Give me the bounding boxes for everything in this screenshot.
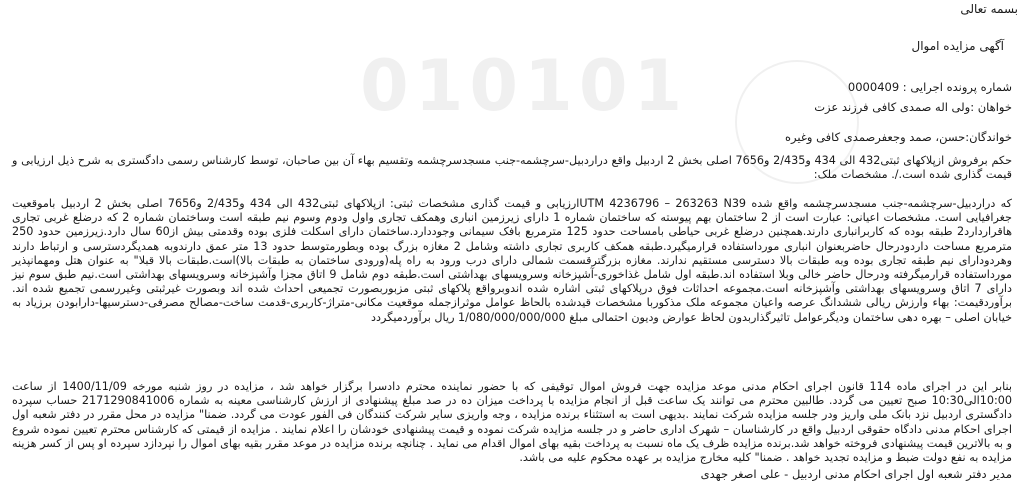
defendants: خواندگان:حسن، صمد وجعفرصمدی کافی وغیره	[785, 130, 1012, 144]
notice-title: آگهی مزایده اموال	[911, 39, 1004, 53]
header-basmala: بسمه تعالی	[960, 2, 1018, 16]
signature: مدیر دفتر شعبه اول اجرای احکام مدنی اردبیل - علی اصغر جهدی	[700, 467, 1012, 481]
plaintiff: خواهان :ولی اله صمدی کافی فرزند عزت	[814, 100, 1012, 114]
watermark: 010101	[360, 45, 689, 127]
auction-conditions: بنابر این در اجرای ماده 114 قانون اجرای احکام مدنی موعد مزایده جهت فروش اموال توقیفی که با حضور نماینده محترم دادسرا برگزار خواهد شد ، مزایده در روز شنبه مورخه 1400/11/09 از ساعت 10:00الی10:30 صبح تعیین می گردد. طالبین محترم می توانند یک ساعت قبل از انجام مزایده با پرداخت میزان ده در صد مبلغ پیشنهادی از ارزش کارشناسی معینه به شماره 2171290841006 حساب سپرده دادگستری اردبیل نزد بانک ملی واریز ودر جلسه مزایده شرکت نمایند .بدیهی است به استثناء برنده مزایده ، وجه واریزی سایر شرکت کنندگان فی الفور عودت می گردد. ضمنا" مزایده در محل مقرر در دفتر شعبه اول اجرای احکام مدنی دادگاه حقوقی اردبیل واقع در کارشناسان – شهرک اداری حاضر و در جلسه مزایده شرکت نموده و قیمت پیشنهادی خودشان را اعلام نمایند . مزایده از قیمتی که کارشناس محترم تعیین نموده شروع و به بالاترین قیمت پیشنهادی فروخته خواهد شد.برنده مزایده ظرف یک ماه نسبت به پرداخت بقیه بهای اموال اقدام می نماید . چنانچه برنده مزایده در موعد مقرر بقیه بهای اموال را نپردازد سپرده او پس از کسر هزینه مزایده به نفع دولت ضبط و مزایده تجدید خواهد . ضمنا" کلیه مخارج مزایده بر عهده محکوم علیه می باشد.	[12, 380, 1012, 465]
verdict-paragraph: حکم برفروش ازپلاکهای ثبتی432 الی 434 و2/435 و7656 اصلی بخش 2 اردبیل واقع دراردبیل-سرچشمه-جنب مسجدسرچشمه وتقسیم بهاء آن بین صاحبان، توسط کارشناس رسمی دادگستری به شرح ذیل ارزیابی و قیمت گذاری شده است./. مشخصات ملک:	[12, 154, 1012, 182]
case-number: شماره پرونده اجرایی : 0000409	[847, 80, 1012, 94]
property-description: که دراردبیل-سرچشمه-جنب مسجدسرچشمه واقع شده UTM 4236796 – 263263 N39ارزیابی و قیمت گذاری مشخصات ثبتی: ازپلاکهای ثبتی432 الی 434 و2/435 و7656 اصلی بخش 2 اردبیل باموقعیت جغرافیایی است. مشخصات اعیانی: عبارت است از 2 ساختمان بهم پیوسته که ساختمان شماره 1 دارای زیرزمین انباری وهمکف تجاری واول ودوم وسوم نیم طبقه است وساختمان شماره 2 که درضلع غربی تجاری هاقراردارد2 طبقه بوده که کاربرانباری دارند.همچنین درضلع غربی حیاطی بامساحت حدود 125 مترمربع بافک سیمانی وجوددارد.ساختمان دارای اسکلت فلزی بوده وقدمتی بیش از60 سال دارد.زیرزمین حدود 250 مترمربع مساحت داردودرحال حاضربعنوان انباری مورداستفاده قرارمیگیرد.طبقه همکف کاربری تجاری داشته وشامل 2 مغازه بزرگ بوده وبطورمتوسط حدود 13 متر عمق دارندوبه همدیگردسترسی و ارتباط دارند وهردودارای نیم طبقه تجاری بوده وبه طبقات بالا دسترسی مستقیم ندارند. مغازه بزرگترقسمت شمالی دارای درب ورود به راه پله(ورودی ساختمان به طبقات بالا)است.طبقات بالا قبلا" به عنوان هتل ومهمانپذیر مورداستفاده قرارمیگرفته ودرحال حاضر خالی وبلا استفاده اند.طبقه اول شامل غذاخوری-آشپزخانه وسرویسهای بهداشتی است.طبقه دوم شامل 9 اتاق مجزا وآشپزخانه وسرویسهای بهداشتی است.نیم طبق سوم نیز دارای 7 اتاق وسرویسهای بهداشتی وآشپزخانه است.مجموعه احداثات فوق درپلاکهای ثبتی اشاره شده اندوبرواقع پلاکهای ثبتی مزبوربصورت تجمیعی احداث شده اند وبصورت غیرثبتی وغیررسمی تجمیع شده اند. برآوردقیمت: بهاء وارزش ریالی ششدانگ عرصه واعیان مجموعه ملک مذکوربا مشخصات قیدشده بالحاظ عوامل موثرازجمله موقعیت مکانی-متراژ-کاربری-قدمت ساخت-مصالح مصرفی-دسترسیها-دارابودن برزیاد به خیابان اصلی – بهره دهی ساختمان ودیگرعوامل تاثیرگذاربدون لحاظ عوارض ودیون احتمالی مبلغ 1/080/000/000/000 ریال برآوردمیگردد	[12, 197, 1013, 324]
